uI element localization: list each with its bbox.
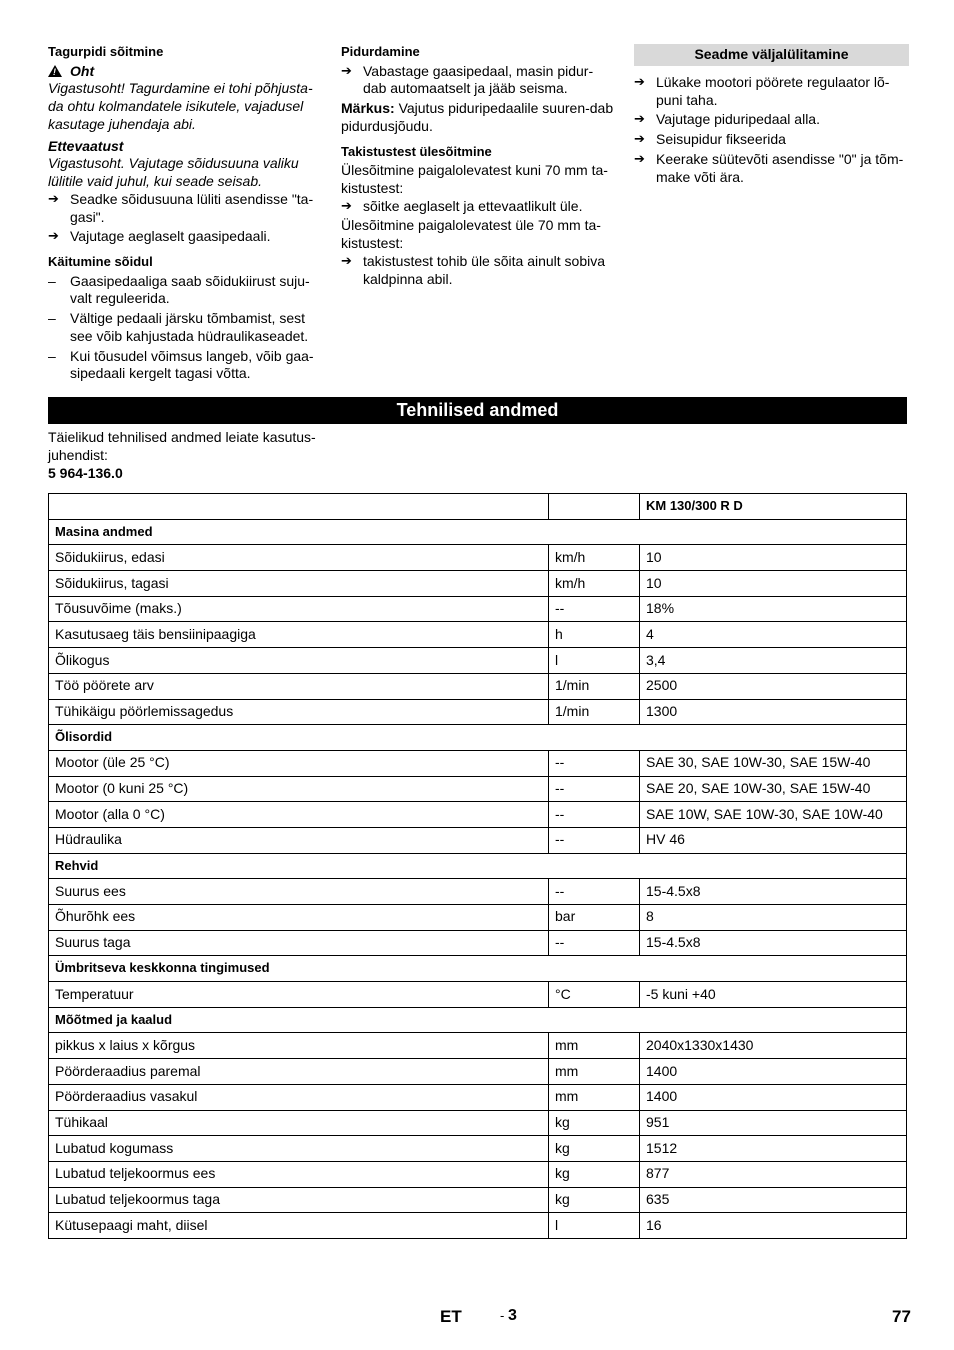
arrow-right-icon: ➔: [341, 252, 352, 268]
spec-unit: mm: [549, 1033, 640, 1059]
table-group-row: [49, 725, 907, 751]
obstacles-low-text: Ülesõitmine paigalolevatest kuni 70 mm ta-kistustest:: [341, 162, 608, 196]
arrow-right-icon: ➔: [634, 150, 645, 166]
table-row: [49, 776, 907, 802]
spec-unit: --: [549, 930, 640, 956]
spec-unit: --: [549, 750, 640, 776]
table-row: [49, 673, 907, 699]
table-group-row: [49, 1007, 907, 1033]
spec-unit: l: [549, 1213, 640, 1239]
shutdown-step: ➔ Keerake süütevõti asendisse "0" ja tõm-make võti ära.: [634, 150, 904, 185]
driving-item: – Gaasipedaaliga saab sõidukiirust suju-valt reguleerida.: [48, 272, 310, 307]
spec-value: 635: [640, 1187, 907, 1213]
footer-section-page: - 3: [500, 1307, 517, 1324]
spec-name: Õlikogus: [49, 648, 549, 674]
tech-intro: [48, 429, 328, 482]
danger-text: Vigastusoht! Tagurdamine ei tohi põhjusta-da ohtu kolmandatele isikutele, vajadusel kasutage juhendaja abi.: [48, 80, 313, 132]
spec-value: 2040x1330x1430: [640, 1033, 907, 1059]
table-row: [49, 905, 907, 931]
spec-unit: --: [549, 596, 640, 622]
table-row: [49, 1059, 907, 1085]
shutdown-title: Seadme väljalülitamine: [634, 44, 909, 66]
obstacles-high-step: ➔ takistustest tohib üle sõita ainult sobiva kaldpinna abil.: [341, 252, 606, 287]
reverse-step: ➔ Seadke sõidusuuna lüliti asendisse "ta-gasi".: [48, 190, 314, 225]
spec-name: Tõusuvõime (maks.): [49, 596, 549, 622]
spec-name: Lubatud teljekoormus ees: [49, 1161, 549, 1187]
braking-title: Pidurdamine: [341, 44, 420, 59]
table-row: [49, 1110, 907, 1136]
table-row: [49, 1033, 907, 1059]
spec-name: Õhurõhk ees: [49, 905, 549, 931]
arrow-right-icon: ➔: [48, 228, 59, 244]
spec-value: 8: [640, 905, 907, 931]
spec-value: 15-4.5x8: [640, 879, 907, 905]
spec-unit: mm: [549, 1059, 640, 1085]
table-row: [49, 622, 907, 648]
spec-name: Mootor (0 kuni 25 °C): [49, 776, 549, 802]
column-right: [634, 44, 909, 188]
model-header: KM 130/300 R D: [640, 494, 907, 520]
table-row: [49, 648, 907, 674]
spec-name: Suurus ees: [49, 879, 549, 905]
spec-value: 16: [640, 1213, 907, 1239]
spec-name: Kütusepaagi maht, diisel: [49, 1213, 549, 1239]
spec-name: Töö pöörete arv: [49, 673, 549, 699]
table-row: [49, 571, 907, 597]
obstacles-low-step: ➔ sõitke aeglaselt ja ettevaatlikult üle.: [341, 197, 583, 214]
spec-unit: kg: [549, 1110, 640, 1136]
spec-value: 18%: [640, 596, 907, 622]
spec-value: 951: [640, 1110, 907, 1136]
group-label: Õlisordid: [49, 725, 907, 751]
spec-name: Pöörderaadius paremal: [49, 1059, 549, 1085]
driving-item: – Kui tõusudel võimsus langeb, võib gaa-sipedaali kergelt tagasi võtta.: [48, 347, 314, 382]
table-row: [49, 596, 907, 622]
caution-label: Ettevaatust: [48, 137, 124, 154]
spec-value: 1300: [640, 699, 907, 725]
spec-unit: km/h: [549, 545, 640, 571]
spec-unit: kg: [549, 1136, 640, 1162]
spec-name: Tühikäigu pöörlemissagedus: [49, 699, 549, 725]
table-row: [49, 545, 907, 571]
braking-step: ➔ Vabastage gaasipedaal, masin pidur-dab automaatselt ja jääb seisma.: [341, 62, 594, 97]
spec-value: 10: [640, 545, 907, 571]
doc-number: 5 964-136.0: [48, 464, 123, 481]
spec-value: 1400: [640, 1084, 907, 1110]
spec-name: Sõidukiirus, tagasi: [49, 571, 549, 597]
table-row: [49, 827, 907, 853]
spec-name: Temperatuur: [49, 982, 549, 1008]
table-row: [49, 1187, 907, 1213]
spec-value: 1512: [640, 1136, 907, 1162]
spec-value: HV 46: [640, 827, 907, 853]
arrow-right-icon: ➔: [634, 131, 645, 147]
spec-value: 877: [640, 1161, 907, 1187]
spec-value: SAE 20, SAE 10W-30, SAE 15W-40: [640, 776, 907, 802]
shutdown-step: ➔ Lükake mootori pöörete regulaator lõ-puni taha.: [634, 73, 890, 108]
table-row: [49, 750, 907, 776]
spec-name: Mootor (alla 0 °C): [49, 802, 549, 828]
tech-data-title: Tehnilised andmed: [48, 397, 907, 424]
spec-unit: km/h: [549, 571, 640, 597]
table-row: [49, 1084, 907, 1110]
spec-unit: --: [549, 827, 640, 853]
spec-unit: l: [549, 648, 640, 674]
arrow-right-icon: ➔: [48, 190, 59, 206]
table-row: [49, 699, 907, 725]
obstacles-high-text: Ülesõitmine paigalolevatest üle 70 mm ta-kistustest:: [341, 217, 601, 252]
caution-text: Vigastusoht. Vajutage sõidusuuna valiku lülitile vaid juhul, kui seade seisab.: [48, 155, 299, 190]
spec-value: 3,4: [640, 648, 907, 674]
table-group-row: [49, 519, 907, 545]
spec-name: Tühikaal: [49, 1110, 549, 1136]
danger-label: !Oht: [48, 63, 323, 81]
table-row: [49, 1161, 907, 1187]
arrow-right-icon: ➔: [341, 197, 352, 213]
table-row: [49, 1213, 907, 1239]
table-row: [49, 930, 907, 956]
spec-unit: mm: [549, 1084, 640, 1110]
spec-name: Sõidukiirus, edasi: [49, 545, 549, 571]
warning-triangle-icon: [48, 65, 62, 77]
group-label: Masina andmed: [49, 519, 907, 545]
spec-unit: kg: [549, 1161, 640, 1187]
braking-note: Märkus: Vajutus piduripedaalile suuren-dab pidurdusjõudu.: [341, 100, 614, 134]
spec-unit: --: [549, 802, 640, 828]
spec-name: pikkus x laius x kõrgus: [49, 1033, 549, 1059]
spec-unit: h: [549, 622, 640, 648]
spec-name: Suurus taga: [49, 930, 549, 956]
spec-name: Lubatud kogumass: [49, 1136, 549, 1162]
table-row: [49, 982, 907, 1008]
spec-value: SAE 30, SAE 10W-30, SAE 15W-40: [640, 750, 907, 776]
spec-value: 10: [640, 571, 907, 597]
spec-value: 4: [640, 622, 907, 648]
shutdown-step: ➔ Seisupidur fikseerida: [634, 131, 786, 148]
column-middle: [341, 44, 616, 290]
arrow-right-icon: ➔: [634, 111, 645, 127]
spec-name: Lubatud teljekoormus taga: [49, 1187, 549, 1213]
shutdown-step: ➔ Vajutage piduripedaal alla.: [634, 111, 820, 128]
spec-name: Pöörderaadius vasakul: [49, 1084, 549, 1110]
group-label: Mõõtmed ja kaalud: [49, 1007, 907, 1033]
spec-unit: --: [549, 879, 640, 905]
spec-unit: kg: [549, 1187, 640, 1213]
spec-name: Mootor (üle 25 °C): [49, 750, 549, 776]
spec-unit: --: [549, 776, 640, 802]
table-group-row: [49, 853, 907, 879]
spec-value: 1400: [640, 1059, 907, 1085]
group-label: Ümbritseva keskkonna tingimused: [49, 956, 907, 982]
arrow-right-icon: ➔: [634, 73, 645, 89]
spec-value: SAE 10W, SAE 10W-30, SAE 10W-40: [640, 802, 907, 828]
spec-value: 15-4.5x8: [640, 930, 907, 956]
table-header-row: [49, 494, 907, 520]
table-row: [49, 879, 907, 905]
footer-language: ET: [440, 1307, 462, 1326]
tech-intro-text: Täielikud tehnilised andmed leiate kasutus-juhendist:: [48, 429, 316, 463]
spec-value: -5 kuni +40: [640, 982, 907, 1008]
spec-unit: bar: [549, 905, 640, 931]
tech-data-table: [48, 493, 907, 1239]
table-row: [49, 802, 907, 828]
reverse-step: ➔ Vajutage aeglaselt gaasipedaali.: [48, 228, 271, 245]
reverse-driving-title: Tagurpidi sõitmine: [48, 44, 164, 59]
spec-name: Hüdraulika: [49, 827, 549, 853]
driving-item: – Vältige pedaali järsku tõmbamist, sest see võib kahjustada hüdraulikaseadet.: [48, 310, 309, 344]
spec-value: 2500: [640, 673, 907, 699]
table-group-row: [49, 956, 907, 982]
footer-page-number: 77: [892, 1307, 911, 1326]
column-left: [48, 44, 323, 385]
driving-behaviour-title: Käitumine sõidul: [48, 254, 153, 270]
spec-unit: °C: [549, 982, 640, 1008]
arrow-right-icon: ➔: [341, 62, 352, 78]
obstacles-title: Takistustest ülesõitmine: [341, 143, 492, 159]
group-label: Rehvid: [49, 853, 907, 879]
table-row: [49, 1136, 907, 1162]
spec-unit: 1/min: [549, 673, 640, 699]
spec-unit: 1/min: [549, 699, 640, 725]
spec-name: Kasutusaeg täis bensiinipaagiga: [49, 622, 549, 648]
